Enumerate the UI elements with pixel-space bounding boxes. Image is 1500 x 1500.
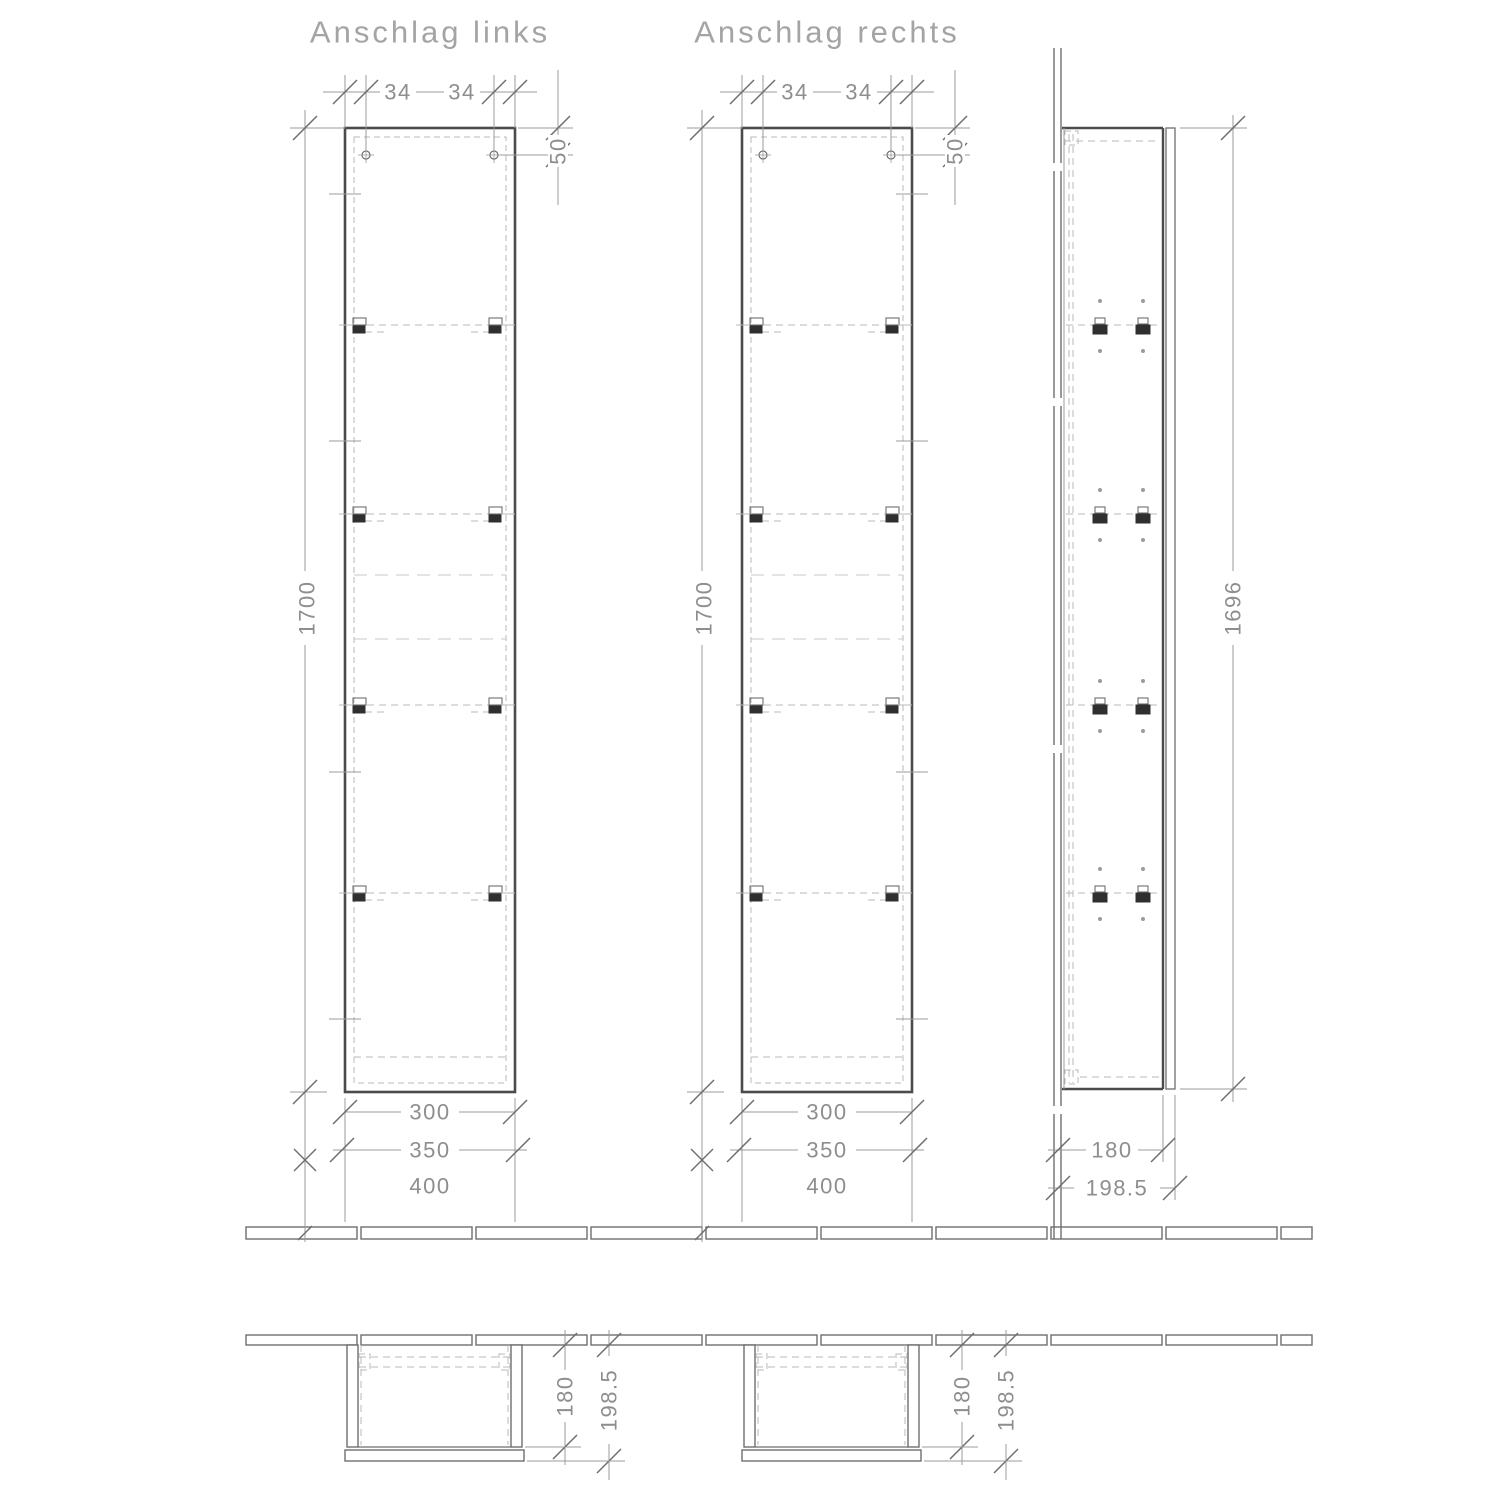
shelf-clip <box>736 318 763 333</box>
clip-top <box>353 698 366 705</box>
dim-label-width-300: 300 <box>409 1099 451 1125</box>
shelf-row <box>1066 488 1158 542</box>
shelf-clip <box>736 698 763 713</box>
door-side <box>1166 128 1175 1089</box>
wall-band-front <box>246 1227 1312 1239</box>
plan-view-right <box>742 1330 1022 1480</box>
clip-top <box>1095 698 1105 704</box>
wall-segment <box>936 1335 1047 1345</box>
shelf-clip <box>1136 679 1150 733</box>
clip-top <box>489 318 502 325</box>
wall-segment <box>1051 1335 1162 1345</box>
shelf-row <box>736 318 912 333</box>
wall-segment <box>821 1227 932 1239</box>
clip-top <box>1095 886 1105 892</box>
dim-top-offsets <box>323 75 537 150</box>
clip-top <box>353 886 366 893</box>
clip-body <box>1136 325 1150 334</box>
dim-height <box>687 110 742 1242</box>
wall-segment <box>706 1227 817 1239</box>
clip-body <box>1093 514 1107 523</box>
dim-label-offset-left: 34 <box>384 79 412 105</box>
wall-segment <box>1281 1227 1312 1239</box>
pin-hole <box>1141 299 1145 303</box>
dim-label-depth-1985: 198.5 <box>596 1368 622 1432</box>
shelf-clip <box>1093 299 1107 353</box>
dim-label-width-300: 300 <box>806 1099 848 1125</box>
wall-segment <box>1051 1227 1162 1239</box>
shelf-clip <box>489 886 515 901</box>
clip-body <box>1093 705 1107 714</box>
door-dashed-outline <box>354 137 506 1083</box>
clip-top <box>1095 507 1105 513</box>
shelf-row <box>1066 867 1158 921</box>
clip-body <box>353 515 365 522</box>
side-view <box>1046 48 1247 1239</box>
dim-height <box>1180 115 1247 1102</box>
wall-segment <box>591 1227 702 1239</box>
shelf-row <box>736 507 912 522</box>
shelf-clip <box>489 507 515 522</box>
shelf-row <box>1066 679 1158 733</box>
dim-label-inset: 50 <box>942 137 968 165</box>
side-wall <box>908 1345 919 1447</box>
clip-top <box>489 507 502 514</box>
dim-label-offset-right: 34 <box>448 79 476 105</box>
clip-body <box>489 326 501 333</box>
shelf-clip <box>1136 299 1150 353</box>
dim-widths <box>330 1098 530 1222</box>
cabinet-outline <box>345 128 515 1092</box>
clip-top <box>489 698 502 705</box>
clip-body <box>1136 514 1150 523</box>
dash-rect <box>1065 1070 1078 1084</box>
pin-hole <box>1098 538 1102 542</box>
dim-depths <box>1046 1095 1187 1201</box>
pin-hole <box>1141 538 1145 542</box>
shelf-clip <box>736 886 763 901</box>
side-wall <box>511 1345 522 1447</box>
shelf-row <box>339 507 515 522</box>
pin-hole <box>1141 349 1145 353</box>
clip-top <box>750 318 763 325</box>
shelf-clip <box>886 698 912 713</box>
wall-segment <box>706 1335 817 1345</box>
clip-top <box>353 318 366 325</box>
wall-segment <box>246 1335 357 1345</box>
shelf-row <box>736 886 912 901</box>
dim-label-height: 1700 <box>691 580 717 636</box>
clip-body <box>750 706 762 713</box>
clip-top <box>1095 318 1105 324</box>
clip-top <box>886 886 899 893</box>
shelf-clip <box>1093 679 1107 733</box>
clip-top <box>886 318 899 325</box>
pin-hole <box>1098 729 1102 733</box>
clip-top <box>1138 318 1148 324</box>
wall-segment <box>821 1335 932 1345</box>
dim-label-width-350: 350 <box>409 1137 451 1163</box>
clip-top <box>489 886 502 893</box>
shelf-clip <box>1136 488 1150 542</box>
dim-label-depth-180: 180 <box>1091 1137 1133 1163</box>
dim-top-inset <box>897 70 970 205</box>
wall-segment <box>591 1335 702 1345</box>
pin-hole <box>1098 349 1102 353</box>
clip-body <box>1093 893 1107 902</box>
clip-top <box>353 507 366 514</box>
clip-body <box>886 706 898 713</box>
wall-segment <box>1166 1335 1277 1345</box>
clip-body <box>1093 325 1107 334</box>
door-plan <box>742 1450 921 1461</box>
pin-hole <box>1141 488 1145 492</box>
shelf-clip <box>339 507 366 522</box>
dim-label-width-400: 400 <box>806 1173 848 1199</box>
clip-body <box>353 706 365 713</box>
clip-body <box>1136 893 1150 902</box>
shelf-clip <box>886 507 912 522</box>
shelf-row <box>339 698 515 713</box>
clip-body <box>353 326 365 333</box>
clip-top <box>750 698 763 705</box>
wall-segment <box>936 1227 1047 1239</box>
dim-label-height: 1696 <box>1220 580 1246 636</box>
clip-body <box>353 894 365 901</box>
clip-top <box>886 507 899 514</box>
dim-top-inset <box>500 70 573 205</box>
wall-segment <box>476 1227 587 1239</box>
pin-hole <box>1098 867 1102 871</box>
dim-label-width-400: 400 <box>409 1173 451 1199</box>
dim-depths <box>922 1330 1022 1480</box>
dim-label-depth-1985: 198.5 <box>993 1368 1019 1432</box>
dim-label-offset-right: 34 <box>845 79 873 105</box>
shelf-clip <box>736 507 763 522</box>
clip-body <box>489 706 501 713</box>
dim-label-offset-left: 34 <box>781 79 809 105</box>
door-dashed-outline <box>751 137 903 1083</box>
shelf-clip <box>1093 488 1107 542</box>
shelf-clip <box>489 318 515 333</box>
wall-segment <box>361 1227 472 1239</box>
dim-widths <box>727 1098 927 1222</box>
dim-height <box>290 110 345 1242</box>
clip-top <box>1138 886 1148 892</box>
dim-depths <box>525 1330 625 1480</box>
clip-body <box>750 515 762 522</box>
shelf-clip <box>489 698 515 713</box>
clip-top <box>750 507 763 514</box>
wall-segment <box>361 1335 472 1345</box>
shelf-clip <box>1136 867 1150 921</box>
shelf-row <box>1066 299 1158 353</box>
side-wall <box>744 1345 755 1447</box>
pin-hole <box>1141 729 1145 733</box>
pin-hole <box>1141 867 1145 871</box>
door-plan <box>345 1450 524 1461</box>
shelf-clip <box>339 886 366 901</box>
clip-top <box>886 698 899 705</box>
shelf-row <box>736 698 912 713</box>
front-view-right <box>687 70 970 1242</box>
dash-rect <box>1065 131 1078 145</box>
clip-body <box>750 326 762 333</box>
clip-body <box>489 894 501 901</box>
side-wall <box>347 1345 358 1447</box>
clip-top <box>1138 698 1148 704</box>
shelf-clip <box>1093 867 1107 921</box>
clip-body <box>886 894 898 901</box>
clip-body <box>1136 705 1150 714</box>
dim-top-offsets <box>720 75 934 150</box>
cabinet-outline <box>742 128 912 1092</box>
shelf-clip <box>339 318 366 333</box>
title-front-right: Anschlag rechts <box>694 14 960 50</box>
clip-top <box>750 886 763 893</box>
dim-label-width-350: 350 <box>806 1137 848 1163</box>
pin-hole <box>1098 917 1102 921</box>
wall-segment <box>1166 1227 1277 1239</box>
shelf-clip <box>886 886 912 901</box>
pin-hole <box>1141 679 1145 683</box>
dim-label-depth-1985: 198.5 <box>1085 1175 1149 1201</box>
shelf-row <box>339 318 515 333</box>
clip-body <box>886 515 898 522</box>
dim-label-depth-180: 180 <box>552 1375 578 1417</box>
pin-hole <box>1098 488 1102 492</box>
shelf-row <box>339 886 515 901</box>
pin-hole <box>1098 679 1102 683</box>
clip-top <box>1138 507 1148 513</box>
wall-segment <box>1281 1335 1312 1345</box>
titles <box>310 15 960 50</box>
dim-label-height: 1700 <box>294 580 320 636</box>
front-view-left <box>290 70 573 1242</box>
clip-body <box>750 894 762 901</box>
shelf-clip <box>339 698 366 713</box>
pin-hole <box>1098 299 1102 303</box>
dim-label-inset: 50 <box>545 137 571 165</box>
wall-band-plan <box>246 1335 1312 1345</box>
plan-view-left <box>345 1330 625 1480</box>
shelf-clip <box>886 318 912 333</box>
clip-body <box>489 515 501 522</box>
dim-label-depth-180: 180 <box>949 1375 975 1417</box>
pin-hole <box>1141 917 1145 921</box>
title-front-left: Anschlag links <box>309 14 551 50</box>
clip-body <box>886 326 898 333</box>
